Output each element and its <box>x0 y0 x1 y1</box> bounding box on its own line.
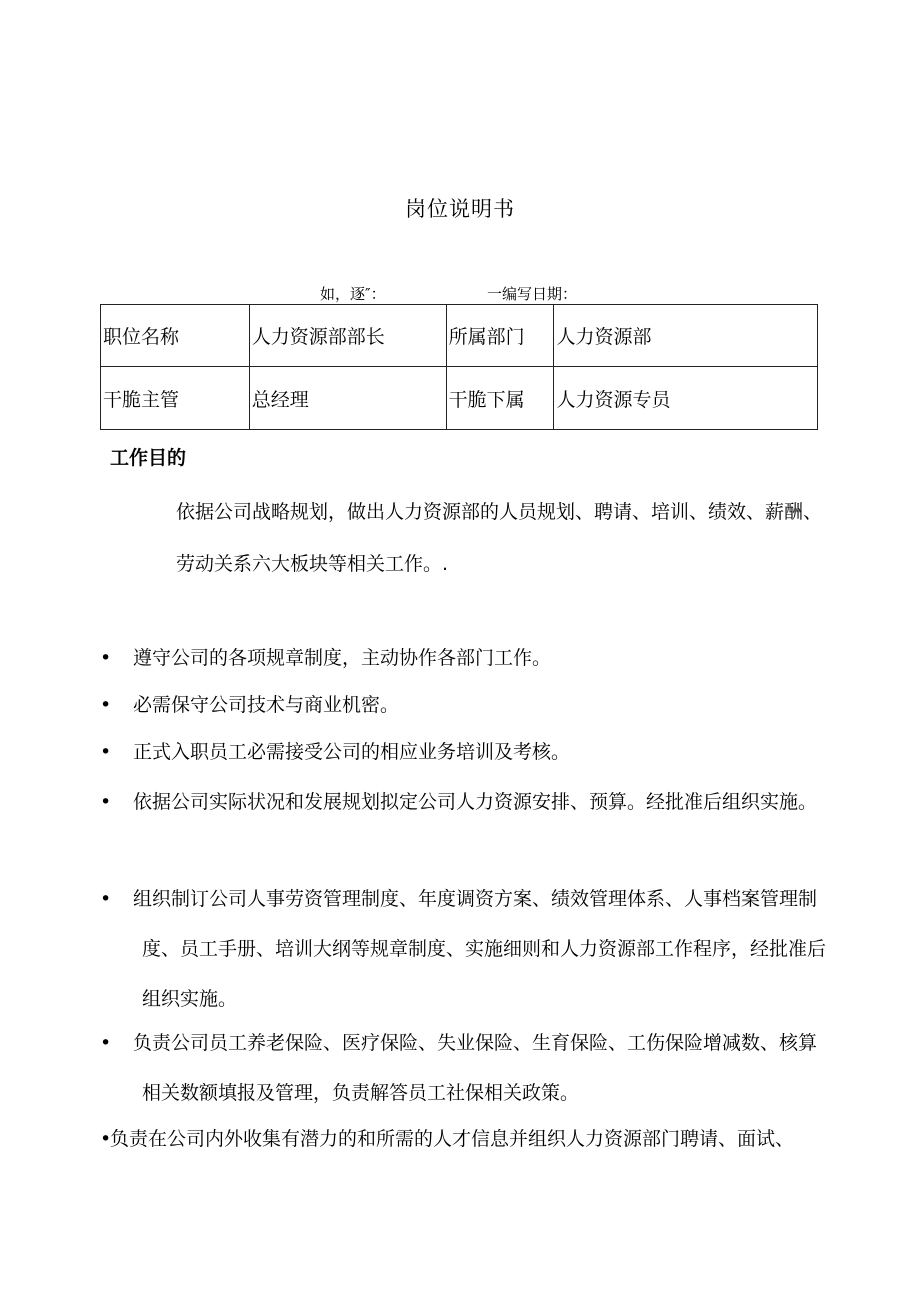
table-row <box>101 305 818 367</box>
table-cell: 人力资源专员 <box>554 367 818 430</box>
bullet-icon: • <box>100 694 112 716</box>
table-cell: 所属部门 <box>446 305 554 367</box>
bullet-icon: • <box>100 888 112 910</box>
meta-date: 一编写日期： <box>487 285 578 303</box>
table-cell: 干脆主管 <box>101 367 250 430</box>
duty-item <box>100 1114 830 1164</box>
purpose-heading: 工作目的 <box>110 447 187 469</box>
duty-item <box>100 777 830 827</box>
table-cell: 干脆下属 <box>446 367 554 430</box>
duty-text: 负责在公司内外收集有潜力的和所需的人才信息并组织人力资源部门聘请、面试、 <box>110 1128 795 1150</box>
duty-item <box>100 680 830 730</box>
table-cell: 人力资源部 <box>554 305 818 367</box>
duty-text: 依据公司实际状况和发展规划拟定公司人力资源安排、预算。经批准后组织实施。 <box>133 791 818 813</box>
document-title: 岗位说明书 <box>405 197 515 221</box>
document-meta <box>0 283 920 303</box>
duty-text: 遵守公司的各项规章制度，主动协作各部门工作。 <box>133 647 552 669</box>
duty-text: 必需保守公司技术与商业机密。 <box>133 694 400 716</box>
duty-item <box>100 874 830 1024</box>
duty-item <box>100 1018 830 1118</box>
bullet-icon: • <box>100 647 112 669</box>
table-cell: 职位名称 <box>101 305 250 367</box>
duty-text: 负责公司员工养老保险、医疗保险、失业保险、生育保险、工伤保险增减数、核算相关数额填报及管理，负责解答员工社保相关政策。 <box>133 1032 818 1104</box>
bullet-icon: • <box>100 1032 112 1054</box>
duty-item <box>100 633 830 683</box>
duty-item <box>100 727 830 777</box>
purpose-text: 依据公司战略规划，做出人力资源部的人员规划、聘请、培训、绩效、薪酬、劳动关系六大板块等相关工作。. <box>176 501 823 575</box>
table-cell: 总经理 <box>249 367 446 430</box>
table-row <box>101 367 818 430</box>
duty-text: 正式入职员工必需接受公司的相应业务培训及考核。 <box>133 741 571 763</box>
meta-prepared-by: 如，逐″： <box>320 285 386 303</box>
table-cell: 人力资源部部长 <box>249 305 446 367</box>
bullet-icon: • <box>100 1128 112 1150</box>
duty-text: 组织制订公司人事劳资管理制度、年度调资方案、绩效管理体系、人事档案管理制度、员工手册、培训大纲等规章制度、实施细则和人力资源部工作程序，经批准后组织实施。 <box>133 888 827 1010</box>
position-info-table <box>100 304 818 430</box>
bullet-icon: • <box>100 791 112 813</box>
bullet-icon: • <box>100 741 112 763</box>
